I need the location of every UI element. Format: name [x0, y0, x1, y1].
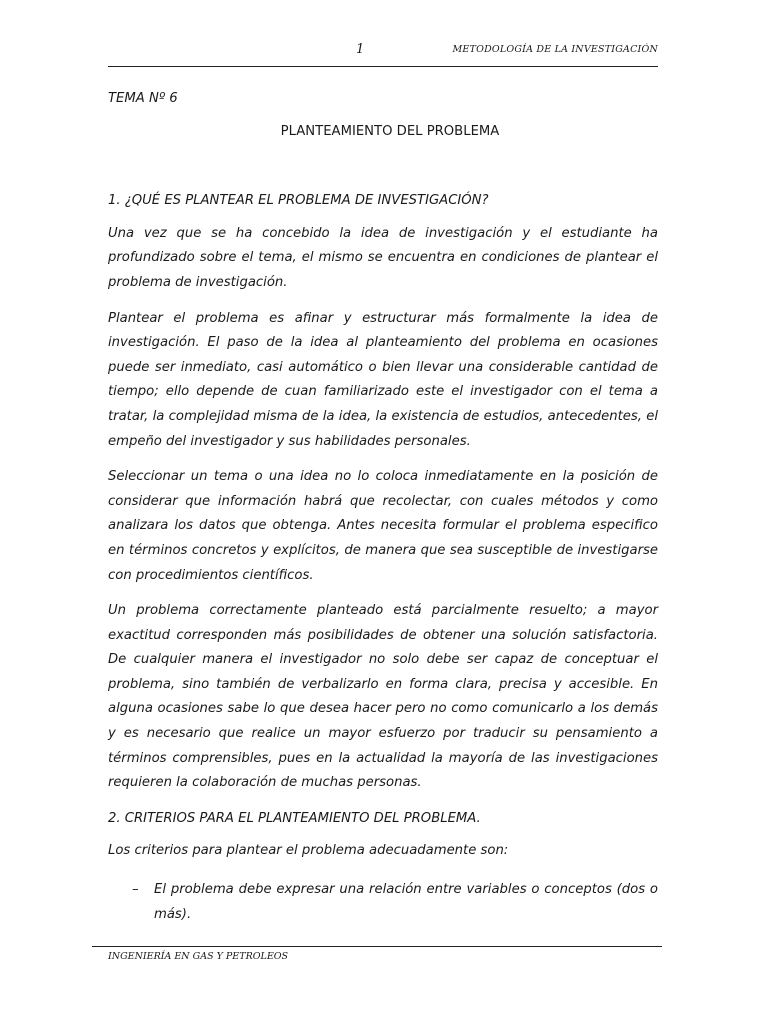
criteria-item-text: El problema debe expresar una relación entre variables o conceptos (dos o más). [154, 882, 658, 922]
running-title: METODOLOGÍA DE LA INVESTIGACIÓN [452, 44, 658, 55]
document-title: PLANTEAMIENTO DEL PROBLEMA [280, 123, 500, 139]
paragraph-3: Seleccionar un tema o una idea no lo coloca inmediatamente en la posición de considerar que información habrá que recolectar, con cuales métodos y como analizara los datos que obtenga. Antes necesita formular el problema especifico en términos concretos y explícitos, de manera que sea susceptible de investigarse con procedimientos científicos. [108, 469, 658, 583]
paragraph-1: Una vez que se ha concebido la idea de investigación y el estudiante ha profundizado sobre el tema, el mismo se encuentra en condiciones de plantear el problema de investigación. [108, 225, 658, 290]
page-number: 1 [356, 42, 365, 57]
paragraph-2: Plantear el problema es afinar y estructurar más formalmente la idea de investigación. El paso de la idea al planteamiento del problema en ocasiones puede ser inmediato, casi automático o bien llevar una considerable cantidad de tiempo; ello depende de cuan familiarizado este el investigador con el tema a tratar, la complejidad misma de la idea, la existencia de estudios, antecedentes, el empeño del investigador y sus habilidades personales. [108, 310, 658, 449]
list-bullet: – [132, 882, 139, 898]
criteria-item [108, 878, 658, 927]
footer-text: INGENIERÍA EN GAS Y PETROLEOS [108, 951, 289, 962]
paragraph-4: Un problema correctamente planteado está parcialmente resuelto; a mayor exactitud corresponden más posibilidades de obtener una solución satisfactoria. De cualquier manera el investigador no solo debe ser capaz de conceptuar el problema, sino también de verbalizarlo en forma clara, precisa y accesible. En alguna ocasiones sabe lo que desea hacer pero no como comunicarlo a los demás y es necesario que realice un mayor esfuerzo por traducir su pensamiento a términos comprensibles, pues en la actualidad la mayoría de las investigaciones requieren la colaboración de muchas personas. [108, 603, 658, 791]
tema-label: TEMA Nº 6 [108, 91, 178, 106]
section-2-heading: 2. CRITERIOS PARA EL PLANTEAMIENTO DEL PROBLEMA. [108, 810, 481, 826]
criteria-list [108, 878, 658, 927]
section-1-heading: 1. ¿QUÉ ES PLANTEAR EL PROBLEMA DE INVESTIGACIÓN? [108, 193, 489, 209]
page-footer [92, 946, 662, 962]
page-header [108, 40, 658, 67]
document-body [108, 87, 658, 927]
criteria-intro: Los criterios para plantear el problema adecuadamente son: [108, 843, 509, 859]
